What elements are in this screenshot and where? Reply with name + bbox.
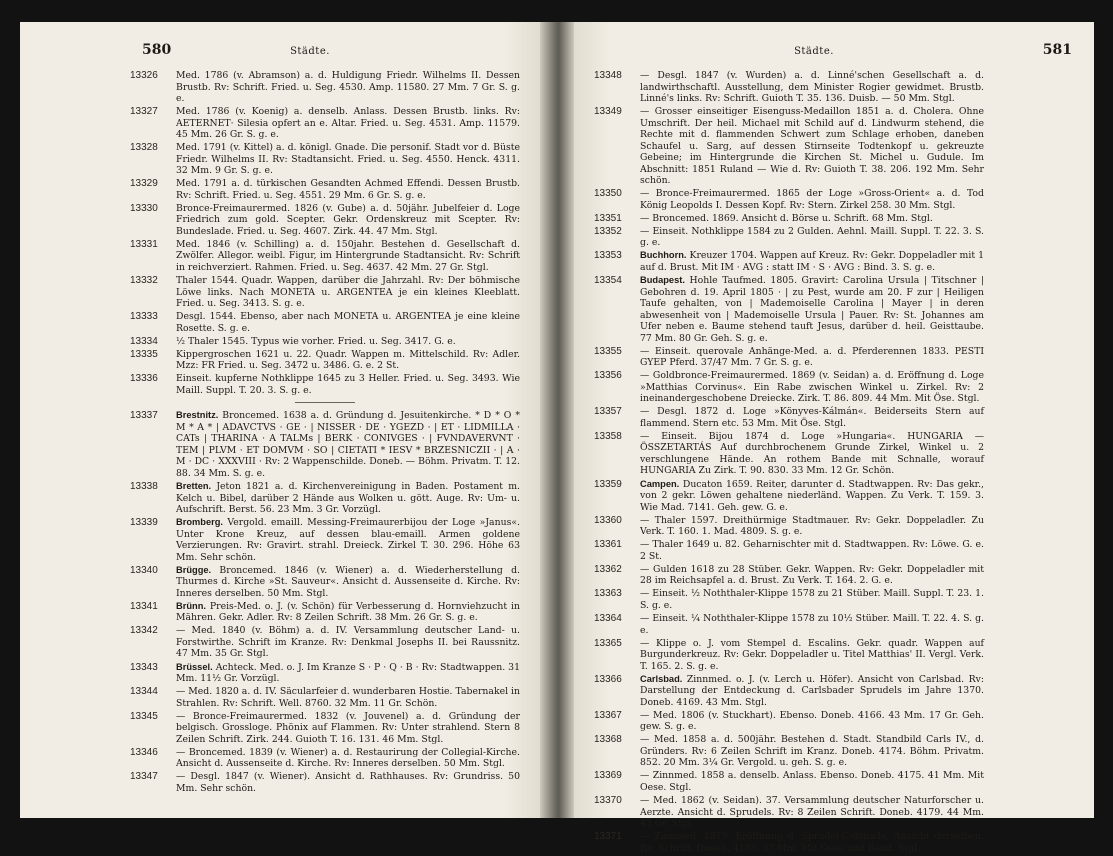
catalog-entry [130, 336, 520, 348]
catalog-entry [130, 311, 520, 334]
entry-number: 13326 [130, 70, 158, 81]
city-name: Carlsbad. [640, 673, 683, 684]
city-name: Brestnitz. [176, 410, 219, 421]
entry-number: 13340 [130, 564, 158, 576]
entry-text: Ducaton 1659. Reiter, darunter d. Stadtwappen. Rv: Das gekr., von 2 gekr. Löwen gehaltene niederländ. Wappen. Zu Verk. T. 159. 3. Wie Mad. 7141. Geh. gew. G. e. [640, 478, 984, 513]
entry-text: — Gulden 1618 zu 28 Stüber. Gekr. Wappen. Rv: Gekr. Doppeladler mit 28 im Reichsapfel a. d. Brust. Zu Verk. T. 164. 2. G. e. [640, 563, 984, 587]
entry-number: 13356 [594, 370, 622, 382]
catalog-entry [130, 771, 520, 794]
running-head: Städte. [290, 46, 330, 57]
catalog-entry [594, 515, 984, 538]
entry-text: — Einseit. ¼ Noththaler-Klippe 1578 zu 10½ Stüber. Maill. T. 22. 4. S. g. e. [640, 613, 984, 636]
entry-number: 13335 [130, 348, 158, 360]
entry-text: Hohle Taufmed. 1805. Gravirt: Carolina Ursula | Titschner | Gebohren d. 19. April 1805 · | zu Pest, wurde am 20. F zur | Heiligen Taufe gehalten, von | Mademoiselle Carolina | Mayer | in deren abwesenheit von | Mademoiselle Ursula | Pauer. Rv: St. Johannes am Ufer neben e. Baume stehend tauft Jesus, darüber d. heil. Geisttaube. 77 Mm. 80 Gr. Geh. S. g. e. [640, 275, 984, 344]
catalog-entry [594, 479, 984, 514]
entry-number: 13371 [594, 831, 622, 843]
catalog-entry [130, 239, 520, 274]
catalog-entry [594, 795, 984, 830]
entry-text: — Thaler 1597. Dreithürmige Stadtmauer. Rv: Gekr. Doppeladler. Zu Verk. T. 160. 1. Mad. 4809. S. g. e. [640, 514, 984, 538]
entry-number: 13351 [594, 212, 622, 224]
entry-number: 13330 [130, 202, 158, 214]
catalog-entry [594, 250, 984, 273]
entry-text: — Desgl. 1847 (v. Wurden) a. d. Linné'schen Gesellschaft a. d. landwirthschaftl. Ausstellung, dem Minister Rogier gewidmet. Brustb. Linné's links. Rv: Schrift. Guioth T. 35. 136. Duisb. — 50 Mm. Stgl. [640, 70, 984, 104]
entry-text: — Einseit. Bijou 1874 d. Loge »Hungaria«. HUNGARIA — ÖSSZETARTÁS Auf durchbrochenem Grunde Zirkel, Winkel u. 2 verschlungene Hände. An rothem Bande mit Schnalle, worauf HUNGARIA Zu Zirk. T. 90. 830. 33 Mm. 12 Gr. Schön. [640, 430, 984, 477]
catalog-entry [130, 565, 520, 600]
entry-number: 13334 [130, 335, 158, 347]
entry-number: 13366 [594, 673, 622, 685]
entry-text: — Einseit. querovale Anhänge-Med. a. d. Pferderennen 1833. PESTI GYEP Pferd. 37/47 Mm. 7 Gr. S. g. e. [640, 345, 984, 369]
entry-text: Einseit. kupferne Nothklippe 1645 zu 3 Heller. Fried. u. Seg. 3493. Wie Maill. Suppl. T. 20. 3. S. g. e. [176, 373, 520, 396]
entry-text: — Broncemed. 1869. Ansicht d. Börse u. Schrift. 68 Mm. Stgl. [640, 212, 933, 224]
entry-number: 13368 [594, 734, 622, 746]
entry-number: 13347 [130, 771, 158, 783]
catalog-entry [130, 686, 520, 709]
catalog-entry [594, 539, 984, 562]
entry-number: 13369 [594, 770, 622, 782]
entry-number: 13370 [594, 795, 622, 807]
city-name: Bromberg. [176, 517, 224, 528]
entry-text: Med. 1786 (v. Koenig) a. denselb. Anlass. Dessen Brustb. links. Rv: AETERNET· Silesia opfert an e. Altar. Fried. u. Seg. 4531. Amp. 11579. 45 Mm. 26 Gr. S. g. e. [176, 106, 520, 141]
entry-text: — Einseit. ½ Noththaler-Klippe 1578 zu 21 Stüber. Maill. Suppl. T. 23. 1. S. g. e. [640, 588, 984, 611]
entry-number: 13327 [130, 106, 158, 118]
entry-text: — Zinnmed. 1858 a. denselb. Anlass. Ebenso. Doneb. 4175. 41 Mm. Mit Oese. Stgl. [640, 770, 984, 793]
city-name: Brüssel. [176, 661, 213, 672]
entry-number: 13363 [594, 588, 622, 600]
entry-text: — Med. 1840 (v. Böhm) a. d. IV. Versammlung deutscher Land- u. Forstwirthe. Schrift im Kranze. Rv: Denkmal Josephs II. bei Raussnitz. 47 Mm. 35 Gr. Stgl. [176, 625, 520, 660]
catalog-entry [130, 481, 520, 516]
entry-text: — Einseit. Nothklippe 1584 zu 2 Gulden. Aehnl. Maill. Suppl. T. 22. 3. S. g. e. [640, 225, 984, 249]
entry-number: 13342 [130, 625, 158, 637]
catalog-entry [130, 662, 520, 685]
catalog-entry [594, 346, 984, 369]
entry-number: 13338 [130, 481, 158, 493]
entry-text: — Goldbronce-Freimaurermed. 1869 (v. Seidan) a. d. Eröffnung d. Loge »Matthias Corvinus«. Ein Rabe zwischen Winkel u. Zirkel. Rv: 2 ineinandergeschobene Dreiecke. Zirk. T. 86. 809. 44 Mm. Mit Öse. Stgl. [640, 370, 984, 405]
entry-text: Med. 1846 (v. Schilling) a. d. 150jahr. Bestehen d. Gesellschaft d. Zwölfer. Allegor. weibl. Figur, im Hintergrunde Stadtansicht. Rv: Schrift in reichverziert. Rahmen. Fried. u. Seg. 4637. 42 Mm. 27 Gr. Stgl. [176, 238, 520, 273]
entry-text: — Med. 1858 a. d. 500jähr. Bestehen d. Stadt. Standbild Carls IV., d. Gründers. Rv: 6 Zeilen Schrift im Kranz. Doneb. 4174. Böhm. Privatm. 852. 20 Mm. 3¼ Gr. Vergold. u. geh. S. g. e. [640, 734, 984, 769]
entry-text: Broncemed. 1846 (v. Wiener) a. d. Wiederherstellung d. Thurmes d. Kirche »St. Sauveur«. Ansicht d. Aussenseite d. Kirche. Rv: Inneres derselben. 50 Mm. Stgl. [176, 564, 520, 599]
entry-text: Vergold. emaill. Messing-Freimaurerbijou der Loge »Janus«. Unter Krone Kreuz, auf dessen blau-emaill. Armen goldene Verzierungen. Rv: Gravirt. strahl. Dreieck. Zirkel T. 30. 296. Höhe 63 Mm. Sehr schön. [176, 517, 520, 563]
entry-number: 13361 [594, 539, 622, 551]
catalog-entry [594, 275, 984, 344]
entry-text: Med. 1786 (v. Abramson) a. d. Huldigung Friedr. Wilhelms II. Dessen Brustb. Rv: Schrift. Fried. u. Seg. 4530. Amp. 11580. 27 Mm. 7 Gr. S. g. e. [176, 70, 520, 104]
catalog-entry [594, 70, 984, 105]
catalog-entry [594, 734, 984, 769]
catalog-entry [594, 674, 984, 709]
entry-text: — Klippe o. J. vom Stempel d. Escalins. Gekr. quadr. Wappen auf Burgunderkreuz. Rv: Gekr. Doppeladler u. Titel Matthias' II. Vergl. Verk. T. 165. 2. S. g. e. [640, 637, 984, 672]
entry-text: — Desgl. 1847 (v. Wiener). Ansicht d. Rathhauses. Rv: Grundriss. 50 Mm. Sehr schön. [176, 771, 520, 794]
page-number: 581 [1042, 42, 1072, 58]
entry-number: 13333 [130, 311, 158, 323]
entry-text: — Zinnmed. 1879. Eröffnung d. Sprudel-Colonade. Ansicht derselben. Rv: Schrift. Doneb. 4183. 37 Mm. Mit Oese und Band. Stgl. [640, 831, 984, 854]
catalog-entry [594, 831, 984, 854]
city-name: Buchhorn. [640, 250, 687, 261]
entry-text: Jeton 1821 a. d. Kirchenvereinigung in Baden. Postament m. Kelch u. Bibel, darüber 2 Hände aus Wolken u. gött. Auge. Rv: Um- u. Aufschrift. Berst. 56. 23 Mm. 3 Gr. Vorzügl. [176, 481, 520, 516]
city-name: Brünn. [176, 600, 206, 611]
entry-text: Med. 1791 (v. Kittel) a. d. königl. Gnade. Die personif. Stadt vor d. Büste Friedr. Wilhelms II. Rv: Stadtansicht. Fried. u. Seg. 4550. Henck. 4311. 32 Mm. 9 Gr. S. g. e. [176, 142, 520, 177]
catalog-entry [130, 747, 520, 770]
entry-number: 13350 [594, 188, 622, 200]
entry-text: ½ Thaler 1545. Typus wie vorher. Fried. u. Seg. 3417. G. e. [176, 335, 456, 347]
catalog-entry [130, 349, 520, 372]
running-head: Städte. [794, 46, 834, 57]
catalog-entry [594, 188, 984, 211]
entry-text: Med. 1791 a. d. türkischen Gesandten Achmed Effendi. Dessen Brustb. Rv: Schrift. Fried. u. Seg. 4551. 29 Mm. 6 Gr. S. g. e. [176, 178, 520, 201]
left-page [20, 22, 540, 818]
entry-number: 13352 [594, 225, 622, 237]
catalog-entry [130, 625, 520, 660]
entry-number: 13359 [594, 478, 622, 490]
catalog-entry [130, 178, 520, 201]
catalog-entry [594, 613, 984, 636]
entry-number: 13365 [594, 637, 622, 649]
entry-text: Zinnmed. o. J. (v. Lerch u. Höfer). Ansicht von Carlsbad. Rv: Darstellung der Entdeckung d. Carlsbader Sprudels im Jahre 1370. Doneb. 4169. 43 Mm. Stgl. [640, 673, 984, 708]
entry-number: 13337 [130, 410, 158, 422]
entry-text: — Bronce-Freimaurermed. 1832 (v. Jouvenel) a. d. Gründung der belgisch. Grossloge. Phönix auf Flammen. Rv: Unter strahlend. Stern 8 Zeilen Schrift. Zirk. 244. Guioth T. 16. 131. 46 Mm. Stgl. [176, 710, 520, 745]
entry-number: 13343 [130, 661, 158, 673]
entry-number: 13331 [130, 238, 158, 250]
entry-number: 13358 [594, 430, 622, 442]
catalog-entry [594, 226, 984, 249]
catalog-entry [594, 588, 984, 611]
catalog-entry [130, 410, 520, 479]
catalog-entry [130, 711, 520, 746]
entry-text: — Bronce-Freimaurermed. 1865 der Loge »Gross-Orient« a. d. Tod König Leopolds I. Dessen Kopf. Rv: Stern. Zirkel 258. 30 Mm. Stgl. [640, 188, 984, 211]
entry-text: Preis-Med. o. J. (v. Schön) für Verbesserung d. Hornviehzucht in Mähren. Gekr. Adler. Rv: 8 Zeilen Schrift. 38 Mm. 26 Gr. S. g. e. [176, 600, 520, 624]
city-name: Bretten. [176, 481, 212, 492]
entry-number: 13354 [594, 275, 622, 287]
entry-text: — Med. 1806 (v. Stuckhart). Ebenso. Doneb. 4166. 43 Mm. 17 Gr. Geh. gew. S. g. e. [640, 709, 984, 733]
entry-column [130, 70, 520, 796]
section-divider [295, 402, 355, 403]
entry-number: 13328 [130, 142, 158, 154]
entry-text: Achteck. Med. o. J. Im Kranze S · P · Q · B · Rv: Stadtwappen. 31 Mm. 11½ Gr. Vorzügl. [176, 661, 520, 684]
entry-number: 13339 [130, 517, 158, 529]
entry-number: 13345 [130, 710, 158, 722]
entry-text: Kippergroschen 1621 u. 22. Quadr. Wappen m. Mittelschild. Rv: Adler. Mzz: FR Fried. u. Seg. 3472 u. 3486. G. e. 2 St. [176, 348, 520, 372]
catalog-entry [594, 370, 984, 405]
entry-number: 13362 [594, 563, 622, 575]
entry-number: 13360 [594, 514, 622, 526]
entry-number: 13367 [594, 709, 622, 721]
city-name: Brügge. [176, 564, 212, 575]
catalog-entry [130, 373, 520, 396]
catalog-entry [594, 213, 984, 225]
catalog-entry [594, 564, 984, 587]
entry-number: 13355 [594, 345, 622, 357]
catalog-entry [594, 770, 984, 793]
entry-text: Broncemed. 1638 a. d. Gründung d. Jesuitenkirche. * D * O * M * A * | ADAVCTVS · GE · | NISSER · DE · YGEZD · | ET · LIDMILLA · CATs | THARINA · A TALMs | BERK · CONIVGES · | FVNDAVERVNT · TEM | PLVM · ET DOMVM · SO | CIETATI * IESV * BRZESNICZII · | A · M · DC · XXXVIII · Rv: 2 Wappenschilde. Doneb. — Böhm. Privatm. T. 12. 88. 34 Mm. S. g. e. [176, 410, 520, 479]
catalog-entry [130, 106, 520, 141]
entry-text: — Med. 1862 (v. Seidan). 37. Versammlung deutscher Naturforscher u. Aerzte. Ansicht d. Sprudels. Rv: 8 Zeilen Schrift. Doneb. 4179. 44 Mm. 43 Gr. Stgl. [640, 795, 984, 830]
entry-number: 13332 [130, 275, 158, 287]
catalog-entry [130, 142, 520, 177]
entry-text: — Thaler 1649 u. 82. Geharnischter mit d. Stadtwappen. Rv: Löwe. G. e. 2 St. [640, 539, 984, 562]
entry-text: Kreuzer 1704. Wappen auf Kreuz. Rv: Gekr. Doppeladler mit 1 auf d. Brust. Mit IM · AVG : statt IM · S · AVG : Bind. 3. S. g. e. [640, 250, 984, 273]
entry-text: Desgl. 1544. Ebenso, aber nach MONETA u. ARGENTEA je eine kleine Rosette. S. g. e. [176, 311, 520, 334]
entry-number: 13353 [594, 250, 622, 262]
entry-text: — Broncemed. 1839 (v. Wiener) a. d. Restaurirung der Collegial-Kirche. Ansicht d. Aussenseite d. Kirche. Rv: Inneres derselben. 50 Mm. Stgl. [176, 746, 520, 770]
catalog-entry [594, 406, 984, 429]
page-number: 580 [142, 42, 172, 58]
entry-number: 13357 [594, 406, 622, 418]
entry-number: 13364 [594, 613, 622, 624]
catalog-entry [594, 431, 984, 477]
entry-number: 13344 [130, 686, 158, 698]
catalog-entry [130, 517, 520, 563]
entry-column [594, 70, 984, 856]
entry-text: — Med. 1820 a. d. IV. Säcularfeier d. wunderbaren Hostie. Tabernakel in Strahlen. Rv: Schrift. Well. 8760. 32 Mm. 11 Gr. Schön. [176, 686, 520, 709]
entry-number: 13346 [130, 746, 158, 758]
catalog-entry [130, 70, 520, 105]
entry-text: Bronce-Freimaurermed. 1826 (v. Gube) a. d. 50jähr. Jubelfeier d. Loge Friedrich zum gold. Scepter. Gekr. Ordenskreuz mit Scepter. Rv: Bundeslade. Fried. u. Seg. 4607. Zirk. 44. 47 Mm. Stgl. [176, 202, 520, 237]
catalog-entry [130, 203, 520, 238]
entry-number: 13349 [594, 106, 622, 118]
catalog-entry [594, 710, 984, 733]
entry-number: 13336 [130, 373, 158, 385]
city-name: Budapest. [640, 275, 685, 286]
catalog-entry [130, 275, 520, 310]
entry-number: 13348 [594, 70, 622, 81]
entry-number: 13329 [130, 178, 158, 190]
catalog-entry [130, 601, 520, 624]
right-page [574, 22, 1094, 854]
entry-number: 13341 [130, 600, 158, 612]
entry-text: Thaler 1544. Quadr. Wappen, darüber die Jahrzahl. Rv: Der böhmische Löwe links. Nach MONETA u. ARGENTEA je ein kleines Kleeblatt. Fried. u. Seg. 3413. S. g. e. [176, 275, 520, 310]
book-gutter [540, 22, 574, 818]
catalog-entry [594, 638, 984, 673]
entry-text: — Desgl. 1872 d. Loge »Könyves-Kálmán«. Beiderseits Stern auf flammend. Stern etc. 53 Mm. Mit Öse. Stgl. [640, 406, 984, 429]
catalog-entry [594, 106, 984, 187]
entry-text: — Grosser einseitiger Eisenguss-Medaillon 1851 a. d. Cholera. Ohne Umschrift. Der heil. Michael mit Schild auf d. Lindwurm stehend, die Rechte mit d. flammenden Schwert zum Schlage erhoben, daneben Schaufel u. Sarg, auf dessen Stirnseite Todtenkopf u. gekreuzte Gebeine; im Hintergrunde die Kirchen St. Michel u. Gudule. Im Abschnitt: 1851 Ruland — Wie d. Rv: Guioth T. 38. 206. 192 Mm. Sehr schön. [640, 106, 984, 187]
city-name: Campen. [640, 478, 680, 489]
